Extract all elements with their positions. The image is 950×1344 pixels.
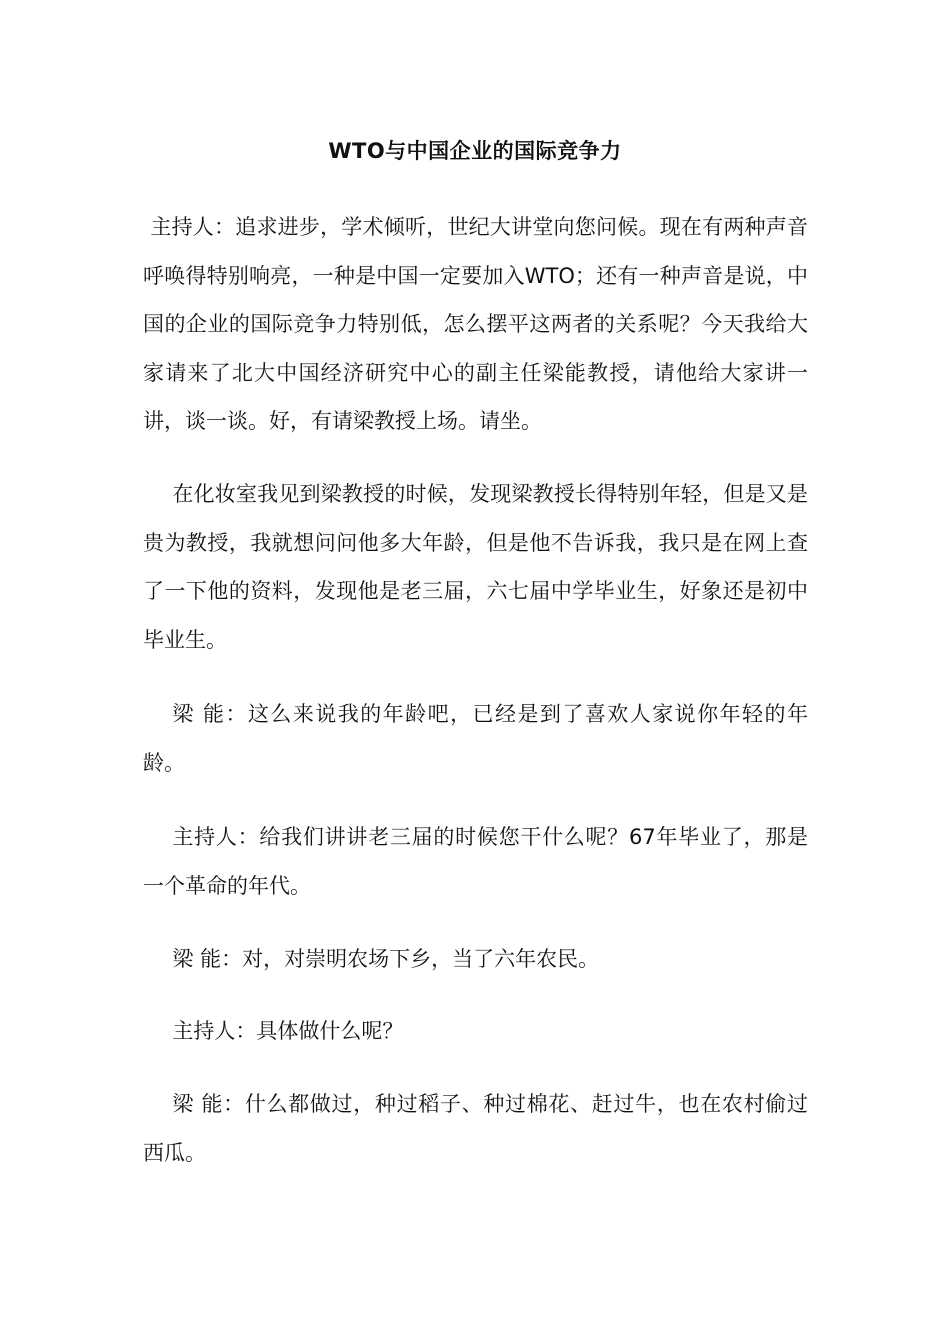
document-title: WTO与中国企业的国际竞争力 [328, 139, 622, 163]
paragraph-makeup-room: 在化妆室我见到梁教授的时候，发现梁教授长得特别年轻，但是又是贵为教授，我就想问问他多大年龄，但是他不告诉我，我只是在网上查了一下他的资料，发现他是老三届，六七届中学毕业生，好象还是初中毕业生。 [143, 482, 808, 652]
paragraph-liang-age: 梁 能：这么来说我的年龄吧，已经是到了喜欢人家说你年轻的年龄。 [143, 702, 808, 775]
paragraph-host-question: 主持人：给我们讲讲老三届的时候您干什么呢？67年毕业了，那是一个革命的年代。 [143, 825, 808, 898]
paragraph-host-what: 主持人：具体做什么呢？ [172, 1019, 404, 1043]
paragraph-liang-farm: 梁 能：对，对崇明农场下乡，当了六年农民。 [172, 947, 600, 971]
paragraph-host-intro: 主持人：追求进步，学术倾听，世纪大讲堂向您问候。现在有两种声音呼唤得特别响亮，一种是中国一定要加入WTO；还有一种声音是说，中国的企业的国际竞争力特别低，怎么摆平这两者的关系呢？今天我给大家请来了北大中国经济研究中心的副主任梁能教授，请他给大家讲一讲，谈一谈。好，有请梁教授上场。请坐。 [143, 215, 808, 433]
paragraph-liang-work: 梁 能：什么都做过，种过稻子、种过棉花、赶过牛，也在农村偷过西瓜。 [143, 1092, 808, 1165]
